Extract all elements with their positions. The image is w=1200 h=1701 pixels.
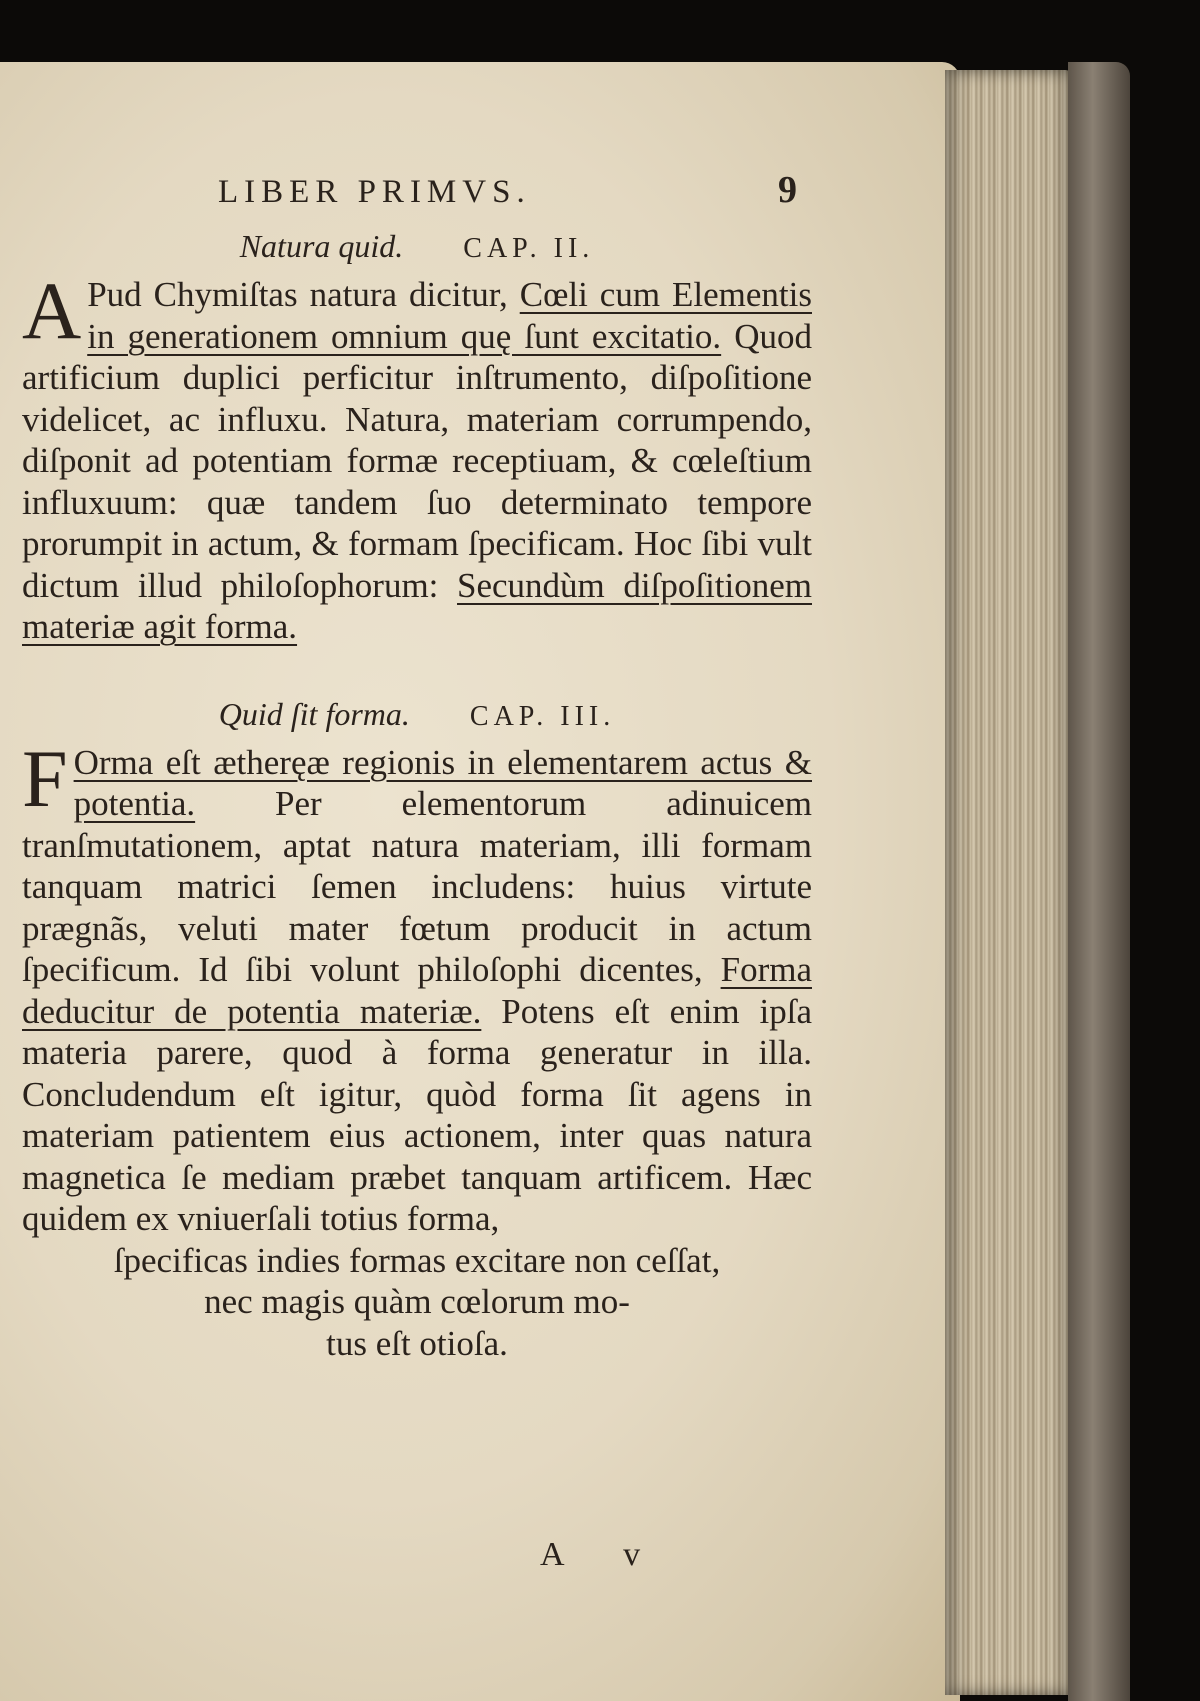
closing-lines <box>22 1240 812 1365</box>
text-span: Quod artificium duplici perficitur inſtrumento, diſpoſitione videlicet, ac influxu. Natura, materiam corrumpendo, diſponit ad potentiam formæ receptiuam, & cœleſtium influxuum: quæ tandem ſuo determinato tempore prorumpit in actum, & formam ſpecificam. Hoc ſibi vult dictum illud philoſophorum: <box>22 316 812 605</box>
page-number: 9 <box>778 169 797 211</box>
chapter-heading-2 <box>22 222 812 274</box>
underlined-text: Orma eſt ætheręæ regionis in elementarem actus & potentia. <box>73 742 812 823</box>
chapter-3-paragraph <box>22 732 812 1240</box>
drop-cap: F <box>22 732 68 824</box>
closing-line: tus eſt otioſa. <box>326 1323 508 1363</box>
chapter-3-title: Quid ſit forma. <box>218 695 410 732</box>
chapter-2-paragraph <box>22 265 812 648</box>
chapter-heading-3 <box>22 690 812 742</box>
text-span: Pud Chymiſtas natura dicitur, <box>87 275 520 314</box>
closing-line: ſpecificas indies formas excitare non ceſſat, <box>113 1240 721 1280</box>
signature-mark: A v <box>540 1536 667 1573</box>
book <box>0 62 1130 1701</box>
page-text <box>22 169 812 1364</box>
chapter-2-number: CAP. II. <box>463 233 595 264</box>
closing-line: nec magis quàm cœlorum mo- <box>204 1282 630 1321</box>
running-header <box>22 169 812 222</box>
page-edges <box>945 70 1075 1695</box>
underlined-text: Cœli cum Elementis in generationem omnium quę ſunt excitatio. <box>87 275 812 356</box>
chapter-2-title: Natura quid. <box>239 228 404 264</box>
book-cover <box>1068 62 1130 1701</box>
underlined-text: Forma deducitur de potentia materiæ. <box>22 950 812 1031</box>
text-span: Potens eſt enim ipſa materia parere, quod à forma generatur in illa. Concludendum eſt igitur, quòd forma ſit agens in materiam patientem eius actionem, inter quas natura magnetica ſe mediam præbet tanquam artificem. Hæc quidem ex vniuerſali totius forma, <box>22 991 812 1238</box>
drop-cap: A <box>22 265 82 356</box>
running-title: LIBER PRIMVS. <box>218 174 531 210</box>
text-span: Per elementorum adinuicem tranſmutationem, aptat natura materiam, illi formam tanquam matrici ſemen includens: huius virtute prægnãs, veluti mater fœtum producit in actum ſpecificum. Id ſibi volunt philoſophi dicentes, <box>22 784 812 989</box>
chapter-3-number: CAP. III. <box>469 700 616 732</box>
underlined-text: Secundùm diſpoſitionem materiæ agit forma. <box>22 565 812 646</box>
